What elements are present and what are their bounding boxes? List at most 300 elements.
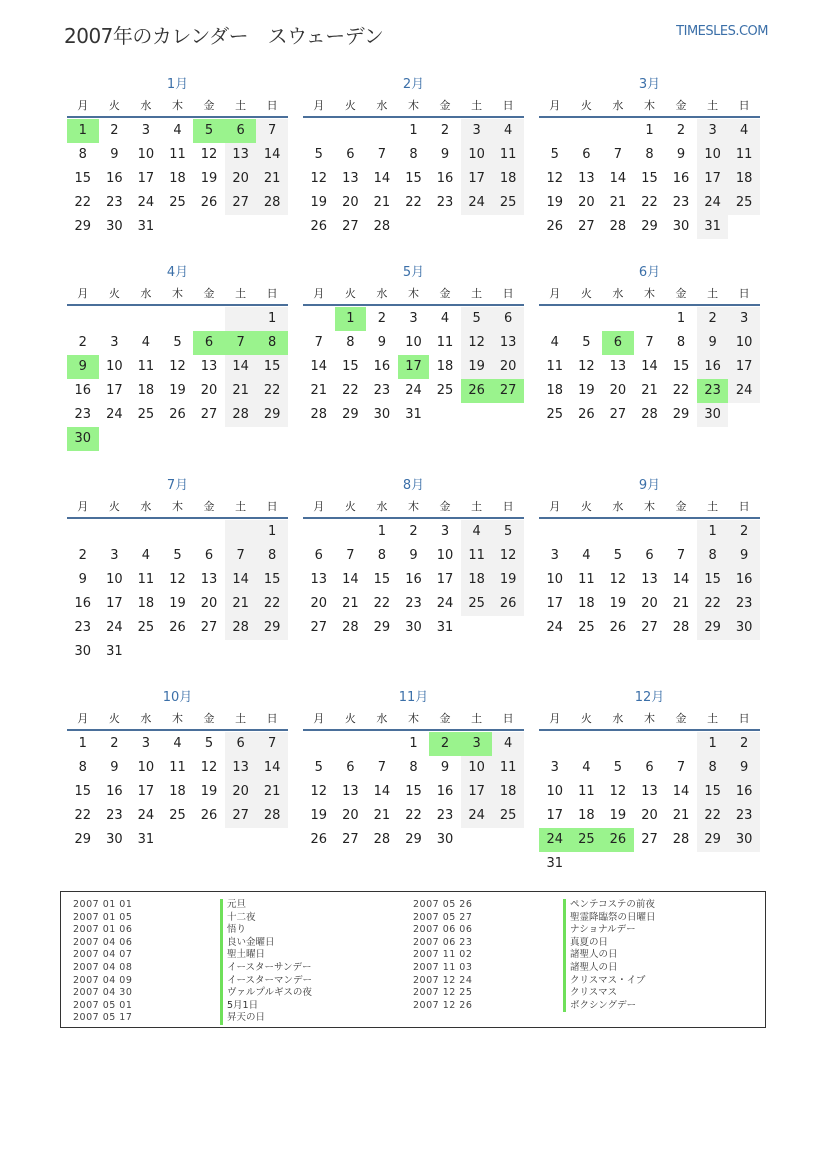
day-cell: 15 [697, 568, 729, 592]
day-cell: 5 [461, 307, 493, 331]
empty-cell [130, 520, 162, 544]
empty-cell [193, 520, 225, 544]
month-name: 1月 [166, 77, 189, 92]
empty-cell [193, 828, 225, 852]
legend-date: 2007 05 17 [73, 1012, 133, 1024]
day-cell: 28 [342, 620, 359, 635]
day-cell: 29 [74, 832, 92, 847]
day-cell: 26 [578, 407, 595, 422]
day-cell: 30 [728, 828, 760, 852]
day-cell: 27 [200, 620, 218, 635]
day-cell: 12 [578, 359, 595, 374]
month-8 [303, 478, 524, 640]
day-grid [303, 732, 524, 852]
weekday-label: 金 [439, 99, 451, 112]
legend-holiday-name: イースターサンデー [220, 962, 312, 975]
day-cell: 16 [74, 383, 92, 398]
day-cell: 25 [169, 808, 186, 823]
empty-cell [303, 732, 335, 756]
day-cell: 2 [728, 520, 760, 544]
empty-cell [492, 828, 524, 852]
day-cell: 15 [373, 572, 391, 587]
day-cell: 12 [200, 760, 218, 775]
weekday-label: 月 [313, 99, 325, 112]
legend-holiday-name: 諸聖人の日 [563, 962, 656, 975]
weekday-label: 水 [612, 500, 624, 513]
weekday-label: 火 [108, 500, 120, 513]
day-cell: 20 [342, 195, 359, 210]
empty-cell [602, 732, 634, 756]
empty-cell [130, 307, 162, 331]
site-link[interactable]: TIMESLES.COM [676, 24, 768, 39]
legend-date: 2007 12 25 [413, 987, 473, 999]
day-cell: 19 [310, 195, 328, 210]
legend-date: 2007 01 01 [73, 899, 133, 910]
weekday-label: 金 [439, 500, 451, 513]
weekday-label: 土 [471, 500, 483, 513]
day-cell: 19 [578, 383, 595, 398]
day-cell: 26 [169, 407, 186, 422]
day-cell: 11 [137, 359, 155, 374]
day-cell: 28 [225, 616, 257, 640]
empty-cell [461, 215, 493, 239]
day-cell: 9 [676, 147, 686, 162]
day-cell: 1 [256, 520, 288, 544]
day-cell: 5 [613, 548, 623, 563]
day-cell: 27 [225, 191, 257, 215]
day-cell: 21 [256, 167, 288, 191]
day-cell: 6 [225, 732, 257, 756]
day-grid [67, 307, 288, 451]
day-cell: 12 [169, 359, 186, 374]
empty-cell [697, 852, 729, 876]
day-cell: 20 [225, 780, 257, 804]
day-cell: 24 [546, 620, 564, 635]
day-cell: 29 [697, 828, 729, 852]
day-cell: 16 [74, 596, 92, 611]
weekday-header [303, 96, 524, 118]
weekday-label: 木 [171, 712, 183, 725]
day-cell: 20 [310, 596, 328, 611]
day-cell: 10 [697, 143, 729, 167]
day-cell: 9 [67, 355, 99, 379]
day-cell: 31 [106, 644, 123, 659]
day-cell: 1 [335, 307, 367, 331]
empty-cell [193, 427, 225, 451]
day-cell: 13 [641, 784, 658, 799]
day-cell: 18 [169, 171, 186, 186]
weekday-label: 月 [549, 500, 561, 513]
day-cell: 27 [492, 379, 524, 403]
legend-date: 2007 06 06 [413, 924, 473, 936]
day-cell: 17 [106, 596, 123, 611]
day-cell: 14 [672, 784, 690, 799]
day-cell: 27 [342, 219, 359, 234]
day-cell: 8 [346, 335, 355, 350]
day-cell: 9 [78, 572, 87, 587]
weekday-label: 土 [235, 712, 247, 725]
empty-cell [162, 520, 194, 544]
day-cell: 25 [728, 191, 760, 215]
day-cell: 9 [728, 756, 760, 780]
day-cell: 19 [200, 171, 218, 186]
day-cell: 4 [141, 548, 151, 563]
month-name: 12月 [634, 690, 665, 705]
weekday-header [67, 284, 288, 306]
empty-cell [225, 215, 257, 239]
day-cell: 29 [256, 403, 288, 427]
day-cell: 2 [429, 732, 461, 756]
empty-cell [335, 520, 367, 544]
day-cell: 21 [373, 195, 391, 210]
day-cell: 12 [200, 147, 218, 162]
weekday-label: 火 [108, 712, 120, 725]
month-3 [539, 77, 760, 239]
empty-cell [492, 403, 524, 427]
day-cell: 9 [409, 548, 418, 563]
empty-cell [461, 828, 493, 852]
day-cell: 27 [609, 407, 627, 422]
day-cell: 20 [225, 167, 257, 191]
day-cell: 6 [602, 331, 634, 355]
weekday-label: 月 [77, 287, 89, 300]
day-cell: 7 [377, 760, 387, 775]
empty-cell [67, 307, 99, 331]
day-cell: 21 [225, 592, 257, 616]
empty-cell [193, 640, 225, 664]
weekday-label: 日 [502, 500, 514, 513]
day-cell: 10 [106, 359, 123, 374]
day-cell: 15 [697, 780, 729, 804]
empty-cell [67, 520, 99, 544]
day-cell: 27 [225, 804, 257, 828]
day-cell: 16 [373, 359, 391, 374]
day-cell: 8 [645, 147, 654, 162]
empty-cell [99, 520, 131, 544]
empty-cell [602, 119, 634, 143]
day-cell: 14 [641, 359, 658, 374]
weekday-label: 火 [344, 500, 356, 513]
month-11 [303, 690, 524, 852]
day-cell: 17 [436, 572, 454, 587]
day-cell: 13 [342, 784, 359, 799]
weekday-label: 水 [140, 99, 152, 112]
day-cell: 30 [405, 620, 422, 635]
day-cell: 1 [256, 307, 288, 331]
legend-date: 2007 11 03 [413, 961, 473, 973]
weekday-label: 日 [502, 712, 514, 725]
weekday-label: 土 [471, 99, 483, 112]
weekday-label: 日 [738, 712, 750, 725]
month-name: 2月 [402, 77, 425, 92]
day-cell: 8 [676, 335, 686, 350]
day-cell: 3 [110, 335, 119, 350]
day-cell: 13 [578, 171, 595, 186]
month-2 [303, 77, 524, 239]
day-cell: 19 [310, 808, 328, 823]
day-cell: 10 [546, 572, 564, 587]
empty-cell [429, 403, 461, 427]
day-cell: 29 [74, 219, 92, 234]
month-name: 8月 [402, 478, 425, 493]
day-grid [67, 119, 288, 239]
day-cell: 18 [461, 568, 493, 592]
day-cell: 4 [550, 335, 559, 350]
day-cell: 18 [137, 383, 155, 398]
weekday-header [303, 497, 524, 519]
day-cell: 3 [550, 760, 559, 775]
legend-holiday-name: 聖土曜日 [220, 949, 312, 962]
day-cell: 26 [200, 808, 218, 823]
day-cell: 21 [641, 383, 658, 398]
day-cell: 26 [461, 379, 493, 403]
empty-cell [539, 119, 571, 143]
legend-holiday-name: 良い金曜日 [220, 937, 312, 950]
month-name: 5月 [402, 265, 425, 280]
empty-cell [728, 215, 760, 239]
weekday-label: 木 [643, 500, 655, 513]
day-cell: 21 [310, 383, 328, 398]
weekday-label: 日 [266, 287, 278, 300]
day-cell: 9 [697, 331, 729, 355]
day-cell: 20 [609, 383, 627, 398]
day-cell: 10 [546, 784, 564, 799]
day-cell: 1 [697, 520, 729, 544]
day-cell: 20 [200, 383, 218, 398]
legend-holiday-name: 聖霊降臨祭の日曜日 [563, 912, 656, 925]
day-cell: 8 [256, 331, 288, 355]
day-cell: 11 [169, 147, 186, 162]
weekday-label: 木 [171, 99, 183, 112]
day-cell: 18 [578, 808, 595, 823]
day-cell: 22 [405, 808, 422, 823]
day-cell: 27 [641, 620, 658, 635]
day-cell: 5 [173, 548, 182, 563]
empty-cell [398, 215, 430, 239]
day-cell: 20 [200, 596, 218, 611]
empty-cell [366, 119, 398, 143]
day-cell: 10 [461, 756, 493, 780]
weekday-label: 土 [235, 500, 247, 513]
empty-cell [162, 307, 194, 331]
day-cell: 3 [728, 307, 760, 331]
day-cell: 16 [106, 784, 123, 799]
month-5 [303, 265, 524, 427]
day-cell: 17 [697, 167, 729, 191]
day-cell: 14 [225, 568, 257, 592]
day-cell: 14 [672, 572, 690, 587]
day-cell: 9 [110, 147, 119, 162]
weekday-label: 水 [140, 712, 152, 725]
month-name: 3月 [638, 77, 661, 92]
day-cell: 30 [106, 832, 123, 847]
month-name: 7月 [166, 478, 189, 493]
empty-cell [225, 427, 257, 451]
day-cell: 10 [137, 760, 155, 775]
day-cell: 30 [697, 403, 729, 427]
day-cell: 6 [346, 147, 355, 162]
month-9 [539, 478, 760, 640]
weekday-label: 火 [580, 287, 592, 300]
day-cell: 1 [409, 736, 418, 751]
weekday-label: 月 [77, 712, 89, 725]
day-cell: 8 [409, 760, 418, 775]
day-cell: 30 [373, 407, 391, 422]
legend-date: 2007 12 26 [413, 999, 473, 1011]
empty-cell [366, 732, 398, 756]
day-cell: 10 [728, 331, 760, 355]
empty-cell [429, 215, 461, 239]
weekday-label: 火 [108, 99, 120, 112]
empty-cell [571, 732, 603, 756]
day-cell: 21 [225, 379, 257, 403]
day-cell: 30 [67, 427, 99, 451]
legend-holiday-name: 十二夜 [220, 912, 312, 925]
day-cell: 26 [310, 832, 328, 847]
empty-cell [665, 732, 697, 756]
legend-date: 2007 05 26 [413, 899, 473, 910]
legend-holiday-name: ボクシングデー [563, 1000, 656, 1013]
weekday-label: 水 [140, 500, 152, 513]
empty-cell [571, 119, 603, 143]
weekday-label: 水 [376, 712, 388, 725]
day-cell: 24 [539, 828, 571, 852]
day-cell: 11 [578, 572, 595, 587]
legend-date: 2007 12 24 [413, 974, 473, 986]
weekday-label: 火 [344, 287, 356, 300]
day-cell: 26 [609, 620, 627, 635]
day-cell: 6 [193, 331, 225, 355]
empty-cell [303, 119, 335, 143]
empty-cell [99, 307, 131, 331]
day-cell: 24 [728, 379, 760, 403]
day-cell: 12 [609, 784, 627, 799]
weekday-label: 土 [707, 712, 719, 725]
day-cell: 8 [78, 760, 87, 775]
month-name: 11月 [398, 690, 429, 705]
day-cell: 22 [74, 808, 92, 823]
day-cell: 15 [342, 359, 359, 374]
empty-cell [130, 427, 162, 451]
day-cell: 22 [74, 195, 92, 210]
empty-cell [461, 403, 493, 427]
weekday-header [539, 284, 760, 306]
day-cell: 23 [728, 804, 760, 828]
day-cell: 23 [728, 592, 760, 616]
empty-cell [130, 640, 162, 664]
day-cell: 25 [578, 620, 595, 635]
day-cell: 28 [256, 804, 288, 828]
day-cell: 11 [169, 760, 186, 775]
day-cell: 10 [436, 548, 454, 563]
day-cell: 10 [137, 147, 155, 162]
day-cell: 17 [106, 383, 123, 398]
legend-holiday-name: イースターマンデー [220, 975, 312, 988]
day-cell: 25 [461, 592, 493, 616]
day-cell: 14 [373, 784, 391, 799]
weekday-label: 金 [203, 712, 215, 725]
empty-cell [162, 427, 194, 451]
empty-cell [492, 215, 524, 239]
day-cell: 14 [609, 171, 627, 186]
weekday-label: 土 [471, 287, 483, 300]
weekday-label: 木 [407, 99, 419, 112]
month-name: 10月 [162, 690, 193, 705]
weekday-header [67, 497, 288, 519]
day-cell: 3 [141, 736, 151, 751]
day-cell: 3 [409, 311, 418, 326]
weekday-label: 日 [266, 712, 278, 725]
day-cell: 7 [314, 335, 323, 350]
legend-date: 2007 04 09 [73, 974, 133, 986]
day-cell: 15 [256, 355, 288, 379]
legend-holiday-name: 5月1日 [220, 1000, 312, 1013]
day-grid [539, 732, 760, 876]
day-cell: 13 [342, 171, 359, 186]
day-cell: 9 [110, 760, 119, 775]
day-cell: 4 [582, 760, 591, 775]
day-cell: 10 [405, 335, 422, 350]
empty-cell [571, 307, 603, 331]
day-grid [67, 732, 288, 852]
day-cell: 14 [256, 756, 288, 780]
day-cell: 21 [342, 596, 359, 611]
day-cell: 23 [672, 195, 690, 210]
weekday-header [303, 284, 524, 306]
empty-cell [571, 852, 603, 876]
legend-holiday-name: 元旦 [220, 899, 312, 912]
page-title: 2007年のカレンダー スウェーデン [64, 24, 384, 48]
day-cell: 23 [106, 808, 123, 823]
day-cell: 19 [169, 383, 186, 398]
day-cell: 17 [728, 355, 760, 379]
day-cell: 2 [377, 311, 387, 326]
legend-holiday-name: 真夏の日 [563, 937, 656, 950]
empty-cell [539, 307, 571, 331]
day-cell: 26 [602, 828, 634, 852]
weekday-label: 火 [580, 500, 592, 513]
legend-date: 2007 04 30 [73, 987, 133, 999]
day-cell: 13 [310, 572, 328, 587]
weekday-label: 木 [643, 712, 655, 725]
weekday-label: 金 [675, 287, 687, 300]
day-cell: 11 [578, 784, 595, 799]
weekday-label: 木 [643, 99, 655, 112]
empty-cell [461, 616, 493, 640]
day-cell: 10 [461, 143, 493, 167]
day-cell: 18 [492, 167, 524, 191]
empty-cell [634, 732, 666, 756]
month-6 [539, 265, 760, 427]
weekday-header [539, 497, 760, 519]
weekday-label: 土 [235, 99, 247, 112]
empty-cell [303, 520, 335, 544]
day-cell: 28 [310, 407, 328, 422]
day-cell: 26 [200, 195, 218, 210]
day-cell: 15 [641, 171, 658, 186]
empty-cell [193, 215, 225, 239]
day-cell: 15 [405, 171, 422, 186]
day-cell: 22 [672, 383, 690, 398]
day-cell: 24 [106, 407, 123, 422]
day-cell: 28 [641, 407, 658, 422]
day-cell: 30 [436, 832, 454, 847]
day-cell: 14 [225, 355, 257, 379]
weekday-label: 土 [707, 500, 719, 513]
day-cell: 12 [546, 171, 564, 186]
legend-date: 2007 05 01 [73, 999, 133, 1011]
legend-holiday-name: クリスマス [563, 987, 656, 1000]
